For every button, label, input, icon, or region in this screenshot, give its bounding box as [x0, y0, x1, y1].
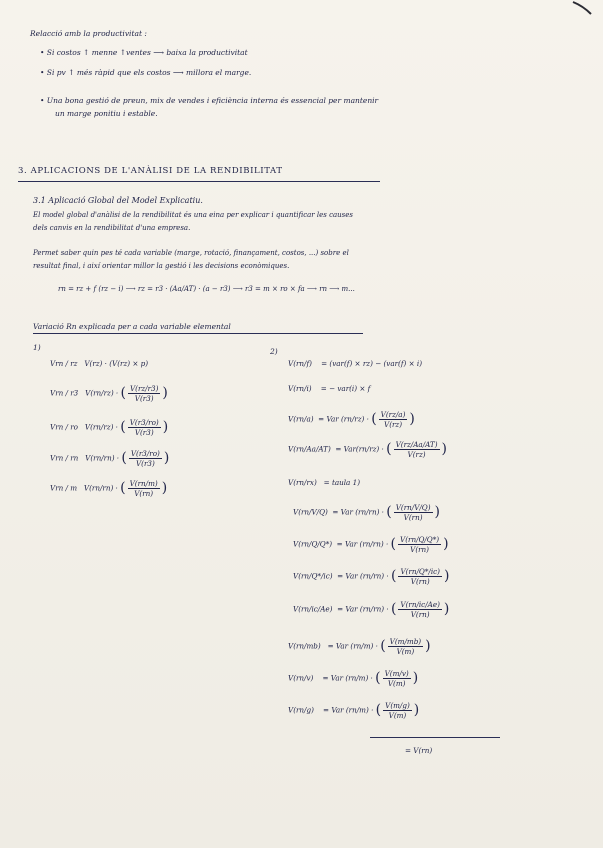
- eq-col2-row-4: V(rn/Aa/AT) = Var(rn/rz) · ( $\frac{V(rz/Aa/AT)}{V(rz)}$ ): [288, 440, 447, 459]
- eq-fraction: $\frac{V(rn/Q/Q*)}{V(rn)}$: [400, 535, 440, 554]
- eq-fraction: $\frac{V(rn/V/Q)}{V(rn)}$: [395, 503, 431, 522]
- rendibility-chain: rn = rz + f (rz − i) ⟶ rz = r3 · (Aa/AT) · (a − r3) ⟶ r3 = m × ro × fa ⟶ rn ⟶ m...: [58, 285, 355, 293]
- bullet-2: • Si pv ↑ més ràpid que els costos ⟶ millora el marge.: [40, 68, 252, 77]
- eq-rhs: = Var (rn/m) ·: [323, 705, 374, 715]
- eq-lhs: V(rn/a): [288, 414, 314, 424]
- eq-fraction: $\frac{V(r3/ro)}{V(r3)}$: [130, 449, 160, 468]
- eq-col2-row-9: V(rn/ic/Ae) = Var (rn/rn) · ( $\frac{V(rn/ic/Ae)}{V(rn)}$ ): [293, 600, 450, 619]
- eq-fraction: $\frac{V(m/mb)}{V(m)}$: [389, 637, 422, 656]
- variation-underline: [33, 333, 363, 334]
- eq-rhs: V(rn/rn) ·: [85, 453, 120, 463]
- eq-col2-row-10: V(rn/mb) = Var (rn/m) · ( $\frac{V(m/mb)}{V(m)}$ ): [288, 637, 431, 656]
- eq-rhs: = − var(i) × f: [320, 384, 371, 393]
- eq-rhs: = Var (rn/m) ·: [322, 673, 373, 683]
- eq-rhs: = Var (rn/rn) ·: [336, 539, 389, 549]
- eq-col2-row-2: [288, 384, 370, 393]
- subsection-title: 3.1 Aplicació Global del Model Explicatiu.: [33, 196, 203, 205]
- eq-lhs: V(rn/ic/Ae): [293, 604, 333, 614]
- eq-rhs: = Var (rn/rn) ·: [332, 507, 384, 517]
- eq-rhs: = (var(f) × rz) − (var(f) × i): [321, 359, 423, 368]
- eq-fraction: $\frac{V(rn/m)}{V(rn)}$: [129, 479, 158, 498]
- eq-fraction: $\frac{V(r3/ro)}{V(r3)}$: [129, 418, 159, 437]
- eq-col2-row-3: V(rn/a) = Var (rn/rz) · ( $\frac{V(rz/a)}{V(rz)}$ ): [288, 410, 415, 429]
- eq-fraction: $\frac{V(rn/Q*/ic)}{V(rn)}$: [400, 567, 440, 586]
- eq-lhs: V(rn/mb): [288, 641, 321, 651]
- eq-lhs: Vrn / r3: [50, 388, 79, 398]
- eq-col2-row-8: V(rn/Q*/ic) = Var (rn/rn) · ( $\frac{V(rn/Q*/ic)}{V(rn)}$ ): [293, 567, 450, 586]
- eq-lhs: V(rn/Q*/ic): [293, 571, 333, 581]
- eq-fraction: $\frac{V(rn/ic/Ae)}{V(rn)}$: [400, 600, 440, 619]
- paragraph-1-line-1: El model global d'anàlisi de la rendibilitat és una eina per explicar i quantificar les causes: [33, 211, 354, 219]
- eq-rhs: = Var (rn/rz) ·: [318, 414, 369, 424]
- eq-lhs: V(rn/f): [288, 359, 312, 368]
- eq-col2-row-12: V(rn/g) = Var (rn/m) · ( $\frac{V(m/g)}{V(m)}$ ): [288, 701, 420, 720]
- eq-lhs: Vrn / rz: [50, 359, 78, 368]
- eq-lhs: Vrn / ro: [50, 422, 79, 432]
- eq-lhs: V(rn/Q/Q*): [293, 539, 333, 549]
- eq-lhs: Vrn / m: [50, 483, 78, 493]
- eq-fraction: $\frac{V(rz/a)}{V(rz)}$: [380, 410, 406, 429]
- eq-fraction: $\frac{V(m/v)}{V(m)}$: [384, 669, 409, 688]
- eq-rhs: V(rn/rn) ·: [83, 483, 118, 493]
- section-underline: [18, 181, 380, 182]
- paragraph-2-line-2: resultat final, i així orientar millor la gestió i les decisions econòmiques.: [33, 262, 290, 270]
- eq-col2-row-11: V(rn/v) = Var (rn/m) · ( $\frac{V(m/v)}{V(m)}$ ): [288, 669, 419, 688]
- bullet-1: • Si costos ↑ menne ↑ventes ⟶ baixa la productivitat: [40, 48, 248, 57]
- paragraph-1-line-2: dels canvis en la rendibilitat d'una empresa.: [33, 224, 191, 232]
- eq-rhs: V(rz) · (V(rz) × p): [84, 359, 149, 368]
- eq-rhs: = taula 1): [323, 478, 360, 487]
- eq-rhs: V(rn/rz) ·: [85, 388, 119, 398]
- eq-lhs: V(rn/Aa/AT): [288, 444, 331, 454]
- eq-rhs: = Var (rn/m) ·: [327, 641, 378, 651]
- eq-lhs: V(rn/v): [288, 673, 314, 683]
- eq-rhs: = Var(rn/rz) ·: [335, 444, 384, 454]
- eq-rhs: = Var (rn/rn) ·: [337, 571, 389, 581]
- eq-fraction: $\frac{V(rz/r3)}{V(r3)}$: [129, 384, 159, 403]
- eq-col1-row-4: Vrn / rn V(rn/rn) · ( $\frac{V(r3/ro)}{V(r3)}$ ): [50, 449, 170, 468]
- eq-lhs: V(rn/V/Q): [293, 507, 328, 517]
- variation-heading: Variació Rn explicada per a cada variable elemental: [33, 322, 231, 331]
- bullet-3-cont: un marge ponitiu i estable.: [55, 109, 158, 118]
- column-2-label: 2): [270, 347, 278, 356]
- eq-col1-row-3: Vrn / ro V(rn/rz) · ( $\frac{V(r3/ro)}{V(r3)}$ ): [50, 418, 169, 437]
- eq-fraction: $\frac{V(m/g)}{V(m)}$: [385, 701, 410, 720]
- bullet-3: • Una bona gestió de preun, mix de vendes i eficiència interna és essencial per mantenir: [40, 96, 379, 105]
- eq-col2-row-5: [288, 478, 360, 487]
- eq-rhs: V(rn/rz) ·: [84, 422, 118, 432]
- column-1-label: 1): [33, 343, 41, 352]
- eq-col1-row-1: [50, 359, 148, 368]
- eq-lhs: Vrn / rn: [50, 453, 79, 463]
- eq-rhs: = Var (rn/rn) ·: [337, 604, 389, 614]
- eq-col1-row-5: Vrn / m V(rn/rn) · ( $\frac{V(rn/m)}{V(rn)}$ ): [50, 479, 168, 498]
- eq-col2-row-6: V(rn/V/Q) = Var (rn/rn) · ( $\frac{V(rn/V/Q)}{V(rn)}$ ): [293, 503, 440, 522]
- productivity-heading: Relacció amb la productivitat :: [30, 29, 147, 38]
- eq-col1-row-2: Vrn / r3 V(rn/rz) · ( $\frac{V(rz/r3)}{V(r3)}$ ): [50, 384, 168, 403]
- eq-lhs: V(rn/g): [288, 705, 314, 715]
- eq-col2-row-1: [288, 359, 422, 368]
- eq-lhs: V(rn/i): [288, 384, 312, 393]
- section-title: 3. APLICACIONS DE L'ANÀLISI DE LA RENDIBILITAT: [18, 166, 283, 176]
- sum-rule: [370, 737, 500, 738]
- paragraph-2-line-1: Permet saber quin pes té cada variable (marge, rotació, finançament, costos, ...) sobre el: [33, 249, 349, 257]
- page-corner-mark: [563, 0, 603, 20]
- eq-fraction: $\frac{V(rz/Aa/AT)}{V(rz)}$: [395, 440, 438, 459]
- eq-lhs: V(rn/rx): [288, 478, 317, 487]
- eq-col2-row-7: V(rn/Q/Q*) = Var (rn/rn) · ( $\frac{V(rn/Q/Q*)}{V(rn)}$ ): [293, 535, 449, 554]
- total-result: = V(rn): [405, 746, 433, 755]
